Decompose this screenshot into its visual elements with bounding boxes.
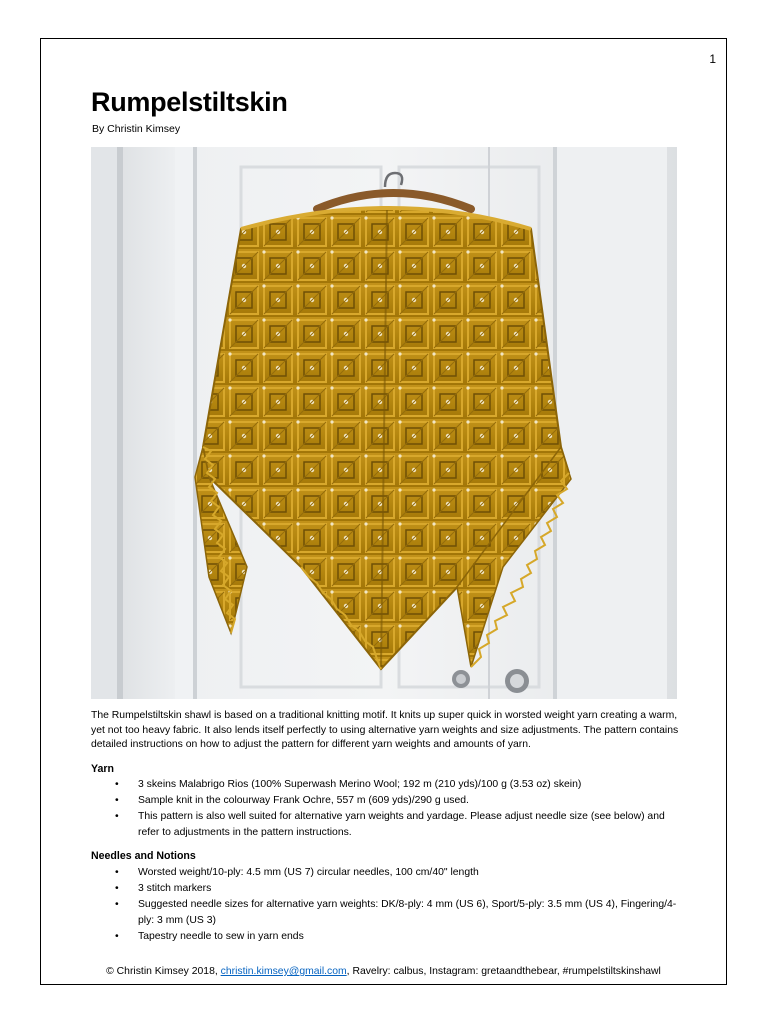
footer-social: , Ravelry: calbus, Instagram: gretaandthebear, #rumpelstiltskinshawl <box>346 966 661 977</box>
bullet-icon: • <box>115 779 119 790</box>
yarn-item-text: This pattern is also well suited for alternative yarn weights and yardage. Please adjust needle size (see below) and refer to adjustments in the pattern instructions. <box>138 811 665 838</box>
author-byline: By Christin Kimsey <box>92 123 181 135</box>
list-item <box>91 809 681 841</box>
yarn-item-text: 3 skeins Malabrigo Rios (100% Superwash Merino Wool; 192 m (210 yds)/100 g (3.53 oz) skein) <box>138 779 582 790</box>
needles-item-text: 3 stitch markers <box>138 883 212 894</box>
list-item <box>91 777 681 793</box>
copyright-footer <box>40 966 727 977</box>
bullet-icon: • <box>115 795 119 806</box>
yarn-heading: Yarn <box>91 763 114 775</box>
email-link[interactable]: christin.kimsey@gmail.com <box>220 966 347 977</box>
bullet-icon: • <box>115 899 119 910</box>
needles-item-text: Worsted weight/10-ply: 4.5 mm (US 7) circular needles, 100 cm/40" length <box>138 867 479 878</box>
list-item <box>91 929 681 945</box>
needles-heading: Needles and Notions <box>91 850 196 862</box>
yarn-item-text: Sample knit in the colourway Frank Ochre, 557 m (609 yds)/290 g used. <box>138 795 469 806</box>
needles-item-text: Tapestry needle to sew in yarn ends <box>138 931 304 942</box>
footer-copyright: © Christin Kimsey 2018, <box>106 966 221 977</box>
needles-item-text: Suggested needle sizes for alternative yarn weights: DK/8-ply: 4 mm (US 6), Sport/5-ply: 3.5 mm (US 4), Fingering/4-ply: 3 mm (US 3) <box>138 899 677 926</box>
list-item <box>91 865 681 881</box>
intro-paragraph: The Rumpelstiltskin shawl is based on a traditional knitting motif. It knits up super quick in worsted weight yarn creating a warm, yet not too heavy fabric. It also lends itself perfectly to using alternative yarn weights and size adjustments. The pattern contains detailed instructions on how to adjust the pattern for different yarn weights and amounts of yarn. <box>91 710 679 750</box>
list-item <box>91 897 681 929</box>
list-item <box>91 793 681 809</box>
bullet-icon: • <box>115 811 119 822</box>
bullet-icon: • <box>115 931 119 942</box>
page-title: Rumpelstiltskin <box>91 87 288 117</box>
yarn-list <box>91 777 681 841</box>
list-item <box>91 881 681 897</box>
page-number: 1 <box>709 52 716 66</box>
needles-list <box>91 865 681 945</box>
shawl-photo <box>91 147 677 699</box>
bullet-icon: • <box>115 883 119 894</box>
bullet-icon: • <box>115 867 119 878</box>
